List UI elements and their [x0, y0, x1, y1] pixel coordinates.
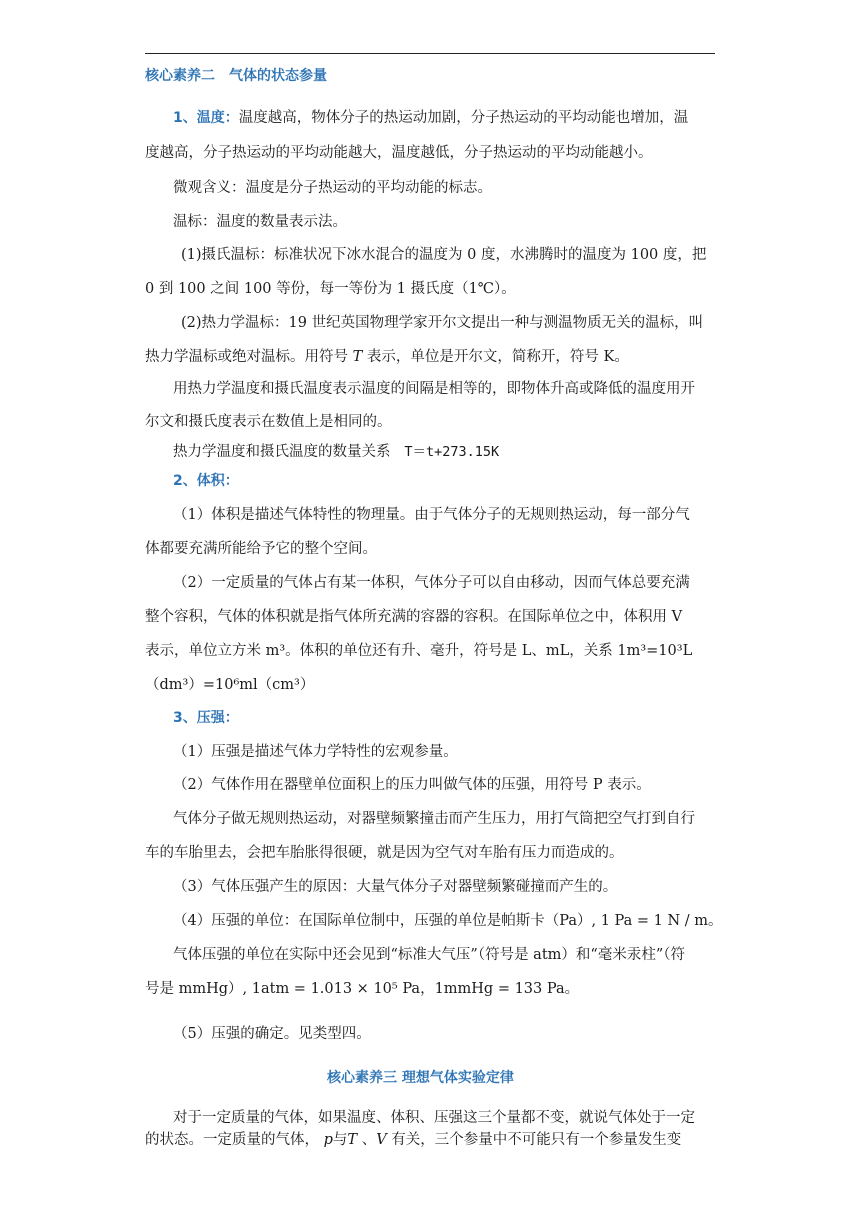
paragraph: [173, 108, 688, 128]
paragraph: 气体分子做无规则热运动，对器壁频繁撞击而产生压力，用打气筒把空气打到自行: [173, 811, 695, 827]
pressure-label: 3、压强：: [173, 710, 239, 726]
paragraph: （1）体积是描述气体特性的物理量。由于气体分子的无规则热运动，每一部分气: [173, 507, 690, 523]
paragraph-line: 号是 mmHg）, 1atm = 1.013 × 10⁵ Pa，1mmHg = 133 Pa。: [145, 981, 580, 997]
text: 有关，三个参量中不可能只有一个参量发生变: [391, 1132, 682, 1148]
paragraph: 微观含义：温度是分子热运动的平均动能的标志。: [173, 180, 492, 196]
symbol-p: p: [323, 1132, 333, 1148]
paragraph-line: 表示，单位立方米 m³。体积的单位还有升、毫升，符号是 L、mL，关系 1m³=10³L: [145, 643, 693, 659]
text: 与: [332, 1132, 348, 1148]
section-title: 核心素养二 气体的状态参量: [145, 68, 327, 84]
paragraph: （2）气体作用在器壁单位面积上的压力叫做气体的压强，用符号 P 表示。: [173, 777, 651, 793]
paragraph: （5）压强的确定。见类型四。: [173, 1026, 371, 1042]
temperature-label: 1、温度：: [173, 110, 239, 126]
paragraph: （4）压强的单位：在国际单位制中，压强的单位是帕斯卡（Pa）, 1 Pa = 1 N / m。: [173, 913, 723, 929]
symbol-V: V: [376, 1132, 387, 1148]
formula: T＝t+273.15K: [404, 444, 500, 460]
paragraph-line: 度越高，分子热运动的平均动能越大，温度越低，分子热运动的平均动能越小。: [145, 145, 653, 161]
paragraph: 温标：温度的数量表示法。: [173, 214, 347, 230]
section-title-3: 核心素养三 理想气体实验定律: [327, 1070, 514, 1086]
text: 、: [361, 1132, 377, 1148]
text: 温度越高，物体分子的热运动加剧，分子热运动的平均动能也增加，温: [238, 110, 689, 126]
paragraph: 气体压强的单位在实际中还会见到“标准大气压”（符号是 atm）和“毫米汞柱”（符: [173, 947, 685, 963]
text: 热力学温度和摄氏温度的数量关系: [173, 444, 391, 460]
paragraph-line: 0 到 100 之间 100 等份，每一等份为 1 摄氏度（1℃）。: [145, 281, 516, 297]
symbol-T: T: [347, 1132, 358, 1148]
paragraph-line: 整个容积，气体的体积就是指气体所充满的容器的容积。在国际单位之中，体积用 V: [145, 609, 683, 625]
paragraph: （3）气体压强产生的原因：大量气体分子对器壁频繁碰撞而产生的。: [173, 879, 618, 895]
text: 热力学温标或绝对温标。用符号: [145, 349, 348, 365]
paragraph-line: 车的车胎里去，会把车胎胀得很硬，就是因为空气对车胎有压力而造成的。: [145, 845, 624, 861]
text: 表示，单位是开尔文，简称开，符号 K。: [366, 349, 629, 365]
paragraph: (1)摄氏温标：标准状况下冰水混合的温度为 0 度，水沸腾时的温度为 100 度，把: [181, 247, 707, 263]
paragraph: （2）一定质量的气体占有某一体积，气体分子可以自由移动，因而气体总要充满: [173, 575, 690, 591]
text: 的状态。一定质量的气体，: [145, 1132, 319, 1148]
paragraph: (2)热力学温标：19 世纪英国物理学家开尔文提出一种与测温物质无关的温标，叫: [181, 315, 704, 331]
symbol-T: T: [352, 349, 363, 365]
paragraph: 用热力学温度和摄氏温度表示温度的间隔是相等的，即物体升高或降低的温度用开: [173, 381, 695, 397]
paragraph-line: 尔文和摄氏度表示在数值上是相同的。: [145, 414, 392, 430]
volume-label: 2、体积：: [173, 473, 239, 489]
paragraph-line: （dm³）=10⁶ml（cm³）: [145, 677, 315, 693]
paragraph-line: [145, 1130, 681, 1150]
paragraph-line: 体都要充满所能给予它的整个空间。: [145, 541, 377, 557]
paragraph: 对于一定质量的气体，如果温度、体积、压强这三个量都不变，就说气体处于一定: [173, 1110, 695, 1126]
relation-line: [173, 442, 499, 462]
paragraph-line: [145, 347, 629, 367]
paragraph: （1）压强是描述气体力学特性的宏观参量。: [173, 744, 458, 760]
header-rule: [145, 53, 715, 54]
